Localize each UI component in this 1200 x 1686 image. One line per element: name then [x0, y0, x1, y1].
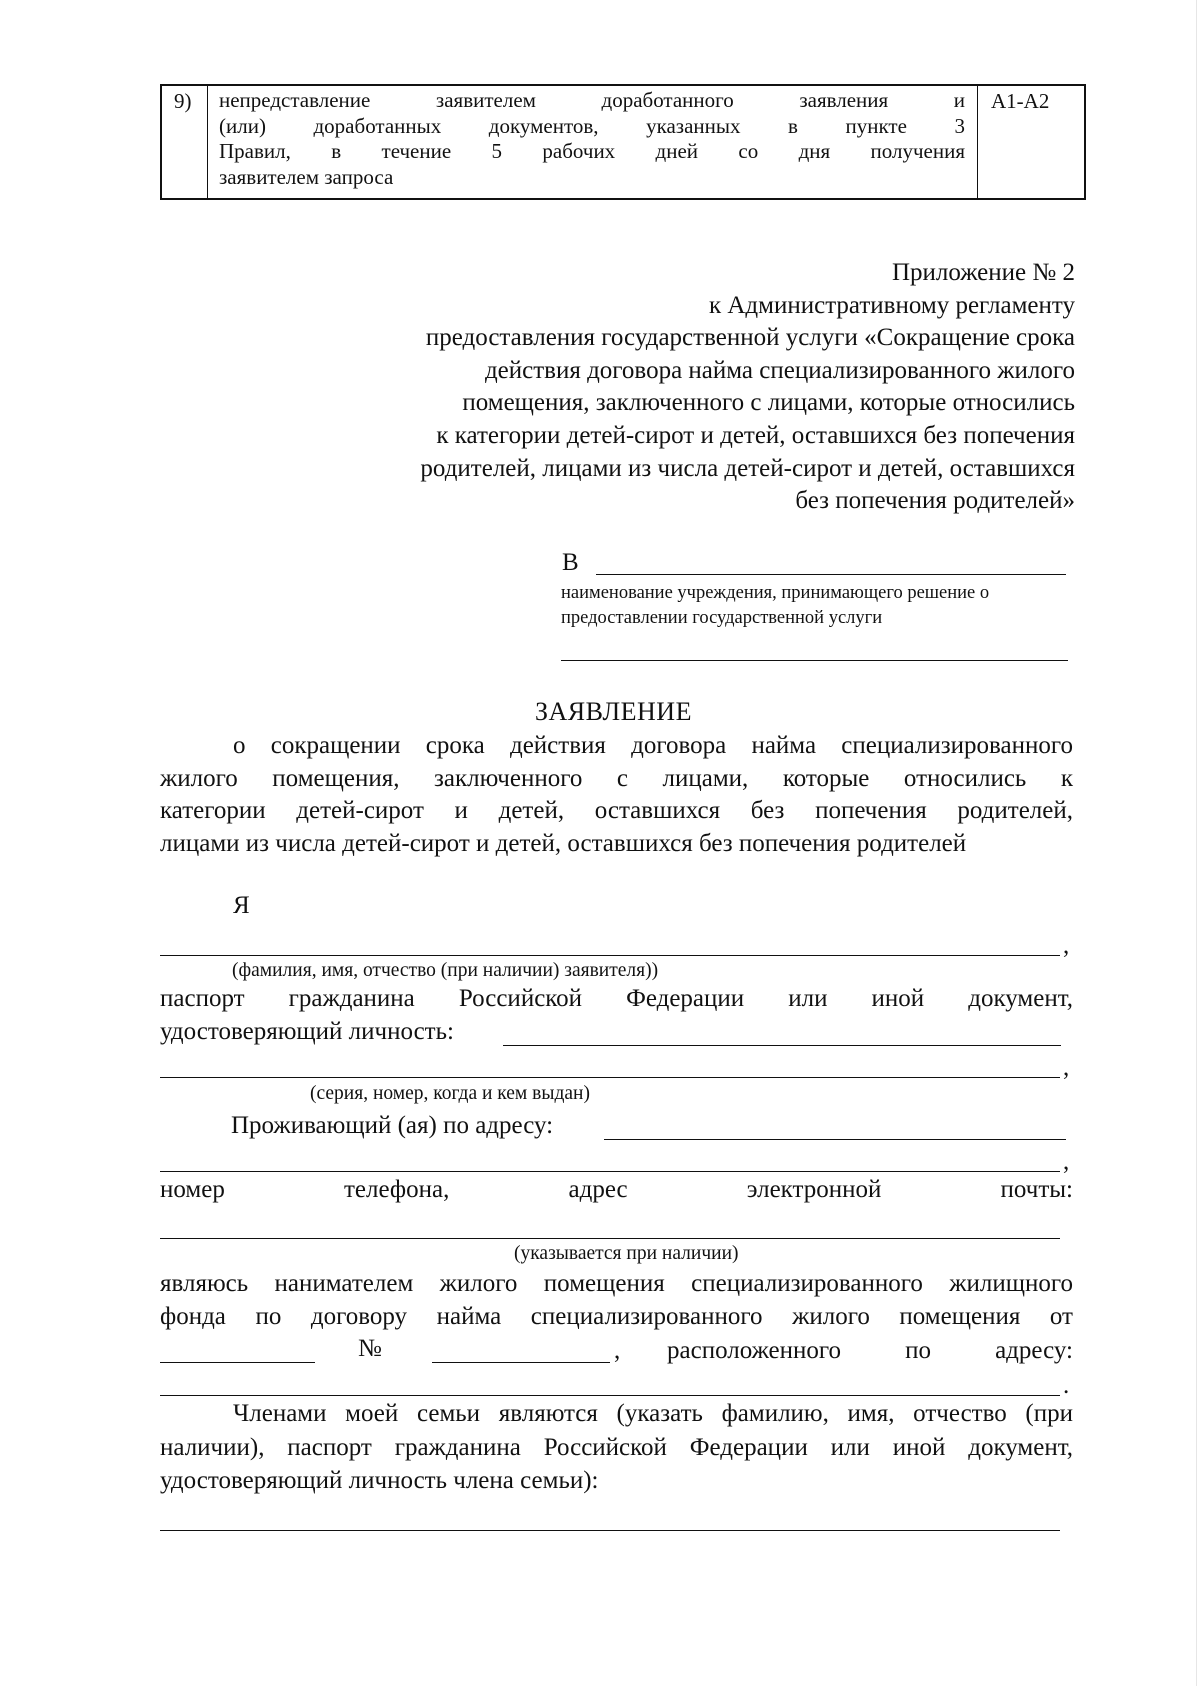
residence-field[interactable]	[604, 1139, 1066, 1140]
reason-line: непредставление заявителем доработанного заявления и	[219, 88, 965, 112]
passport-line: паспорт гражданина Российской Федерации или иной документ,	[160, 985, 1073, 1012]
appendix-line: предоставления государственной услуги «Сокращение срока	[425, 324, 1075, 352]
code-cell	[977, 86, 1084, 198]
addressee-field[interactable]	[596, 574, 1066, 575]
located-address-field[interactable]	[160, 1395, 1060, 1396]
row-number: 9)	[174, 89, 192, 113]
residence-comma: ,	[1063, 1148, 1070, 1175]
appendix-line: к категории детей-сирот и детей, оставшихся без попечения	[436, 421, 1075, 449]
addressee-field-2[interactable]	[561, 660, 1068, 661]
reason-text	[219, 88, 965, 190]
fio-comma: ,	[1063, 932, 1070, 959]
appendix-header	[300, 257, 1075, 518]
reason-cell	[207, 86, 978, 198]
identity-field-2[interactable]	[160, 1077, 1060, 1078]
appendix-line: без попечения родителей»	[795, 487, 1075, 515]
contract-number-field[interactable]	[432, 1362, 610, 1363]
fio-field[interactable]	[160, 955, 1060, 956]
subject-line: лицами из числа детей-сирот и детей, оставшихся без попечения родителей	[160, 829, 967, 857]
appendix-line: к Административному регламенту	[708, 291, 1075, 319]
tenant-line: являюсь нанимателем жилого помещения специализированного жилищного	[160, 1270, 1073, 1297]
row-number-cell	[162, 86, 208, 198]
subject-line: категории детей-сирот и детей, оставшихся без попечения родителей,	[160, 797, 1073, 824]
appendix-line: родителей, лицами из числа детей-сирот и детей, оставшихся	[420, 454, 1075, 482]
fio-hint: (фамилия, имя, отчество (при наличии) заявителя))	[232, 960, 659, 981]
family-line: удостоверяющий личность члена семьи):	[160, 1467, 599, 1494]
located-text: расположенного по адресу:	[667, 1337, 1073, 1364]
passport-hint: (серия, номер, когда и кем выдан)	[310, 1083, 590, 1104]
addressee-hint-line: предоставлении государственной услуги	[561, 608, 883, 628]
family-line: Членами моей семьи являются (указать фамилию, имя, отчество (при	[233, 1400, 1073, 1427]
contract-comma: ,	[614, 1337, 621, 1364]
addressee-hint	[561, 581, 989, 631]
contacts-field[interactable]	[160, 1238, 1060, 1239]
address-period: .	[1063, 1372, 1070, 1399]
reasons-table	[160, 84, 1086, 200]
residence-field-2[interactable]	[160, 1171, 1060, 1172]
appendix-line: Приложение № 2	[891, 259, 1075, 286]
family-line: наличии), паспорт гражданина Российской Федерации или иной документ,	[160, 1434, 1073, 1461]
appendix-line: помещения, заключенного с лицами, которые относились	[462, 389, 1075, 417]
identity-comma: ,	[1063, 1054, 1070, 1081]
contacts-hint: (указывается при наличии)	[514, 1243, 739, 1264]
addressee-prefix: В	[562, 549, 579, 576]
reason-line: (или) доработанных документов, указанных в пункте 3	[219, 113, 965, 138]
reason-line: Правил, в течение 5 рабочих дней со дня получения	[219, 139, 965, 163]
family-field[interactable]	[160, 1530, 1060, 1531]
scan-edge	[1196, 0, 1197, 1686]
statement-subject	[160, 730, 1073, 860]
subject-line: о сокращении срока действия договора найма специализированного	[233, 732, 1073, 759]
identity-field[interactable]	[503, 1045, 1061, 1046]
reason-code: А1-А2	[991, 89, 1050, 113]
appendix-line: действия договора найма специализированного жилого	[484, 356, 1075, 384]
number-sign: №	[358, 1335, 382, 1362]
residing-label: Проживающий (ая) по адресу:	[231, 1112, 554, 1139]
statement-title: ЗАЯВЛЕНИЕ	[535, 697, 692, 726]
identity-label: удостоверяющий личность:	[160, 1018, 454, 1045]
contract-date-field[interactable]	[160, 1362, 315, 1363]
tenant-line: фонда по договору найма специализированного жилого помещения от	[160, 1303, 1073, 1330]
subject-line: жилого помещения, заключенного с лицами, которые относились к	[160, 764, 1073, 792]
addressee-hint-line: наименование учреждения, принимающего решение о	[561, 583, 990, 603]
pronoun-i: Я	[233, 892, 250, 919]
contacts-line: номер телефона, адрес электронной почты:	[160, 1176, 1073, 1203]
reason-line: заявителем запроса	[219, 164, 394, 189]
